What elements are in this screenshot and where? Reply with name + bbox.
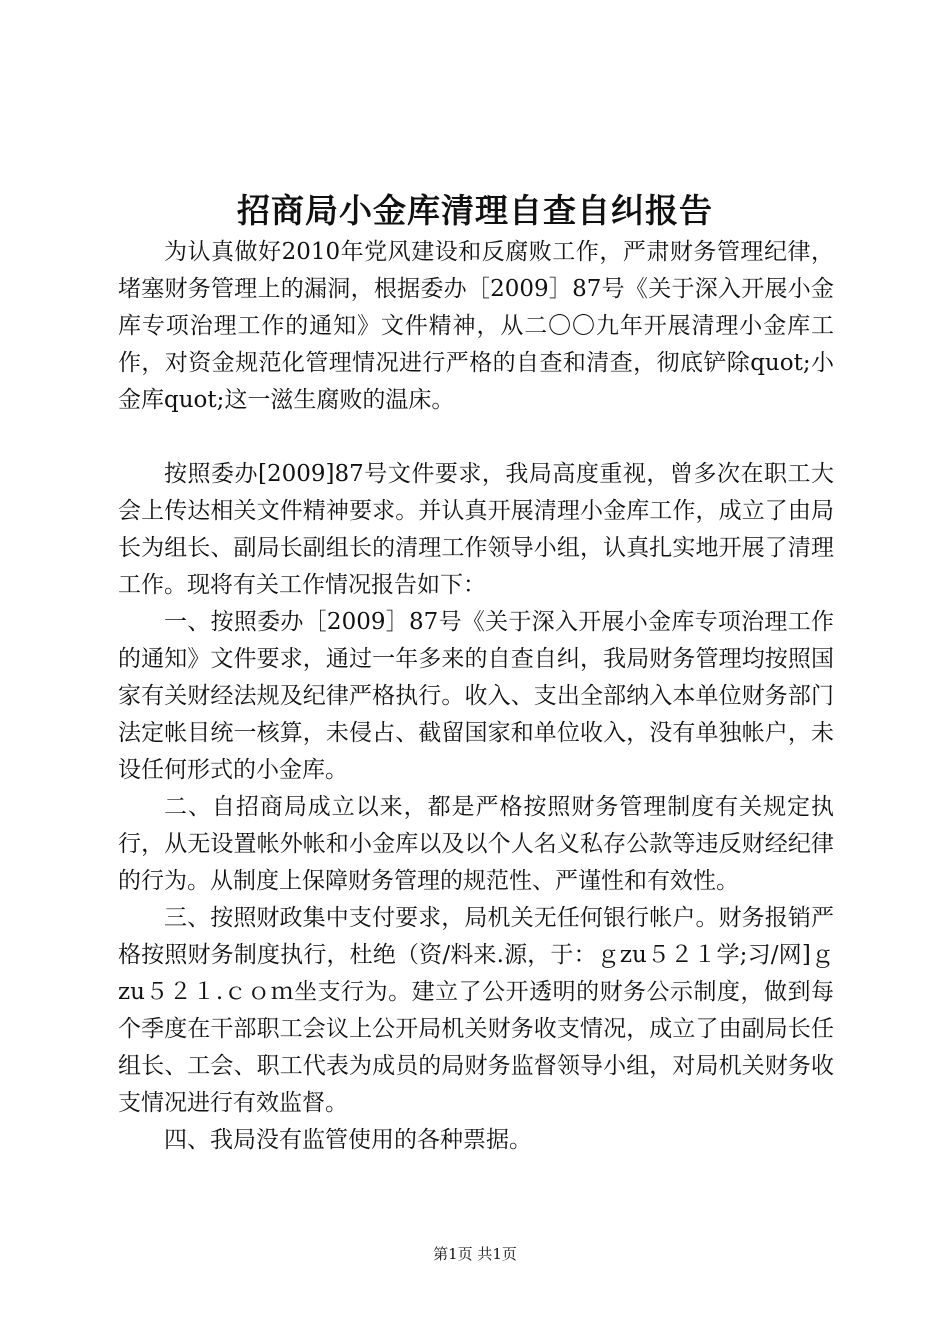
document-body (118, 234, 834, 1159)
paragraph-item-2: 二、自招商局成立以来，都是严格按照财务管理制度有关规定执行，从无设置帐外帐和小金库以及以个人名义私存公款等违反财经纪律的行为。从制度上保障财务管理的规范性、严谨性和有效性。 (118, 794, 834, 894)
paragraph-intro: 为认真做好2010年党风建设和反腐败工作，严肃财务管理纪律，堵塞财务管理上的漏洞，根据委办［2009］87号《关于深入开展小金库专项治理工作的通知》文件精神，从二〇〇九年开展清理小金库工作，对资金规范化管理情况进行严格的自查和清查，彻底铲除quot;小金库quot;这一滋生腐败的温床。 (118, 239, 834, 413)
document-title: 招商局小金库清理自查自纠报告 (237, 191, 713, 230)
page-number-footer: 第1页 共1页 (433, 1245, 517, 1263)
paragraph-item-4: 四、我局没有监管使用的各种票据。 (164, 1127, 532, 1153)
paragraph-item-1: 一、按照委办［2009］87号《关于深入开展小金库专项治理工作的通知》文件要求，通过一年多来的自查自纠，我局财务管理均按照国家有关财经法规及纪律严格执行。收入、支出全部纳入本单位财务部门法定帐目统一核算，未侵占、截留国家和单位收入，没有单独帐户，未设任何形式的小金库。 (118, 609, 834, 783)
paragraph-item-3: 三、按照财政集中支付要求，局机关无任何银行帐户。财务报销严格按照财务制度执行，杜绝（资/料来.源，于：ｇzu５２１学;习/网]ｇzu５２１.ｃｏｍ坐支行为。建立了公开透明的财务公示制度，做到每个季度在干部职工会议上公开局机关财务收支情况，成立了由副局长任组长、工会、职工代表为成员的局财务监督领导小组，对局机关财务收支情况进行有效监督。 (118, 905, 834, 1116)
paragraph-overview: 按照委办[2009]87号文件要求，我局高度重视，曾多次在职工大会上传达相关文件精神要求。并认真开展清理小金库工作，成立了由局长为组长、副局长副组长的清理工作领导小组，认真扎实地开展了清理工作。现将有关工作情况报告如下： (118, 461, 834, 598)
